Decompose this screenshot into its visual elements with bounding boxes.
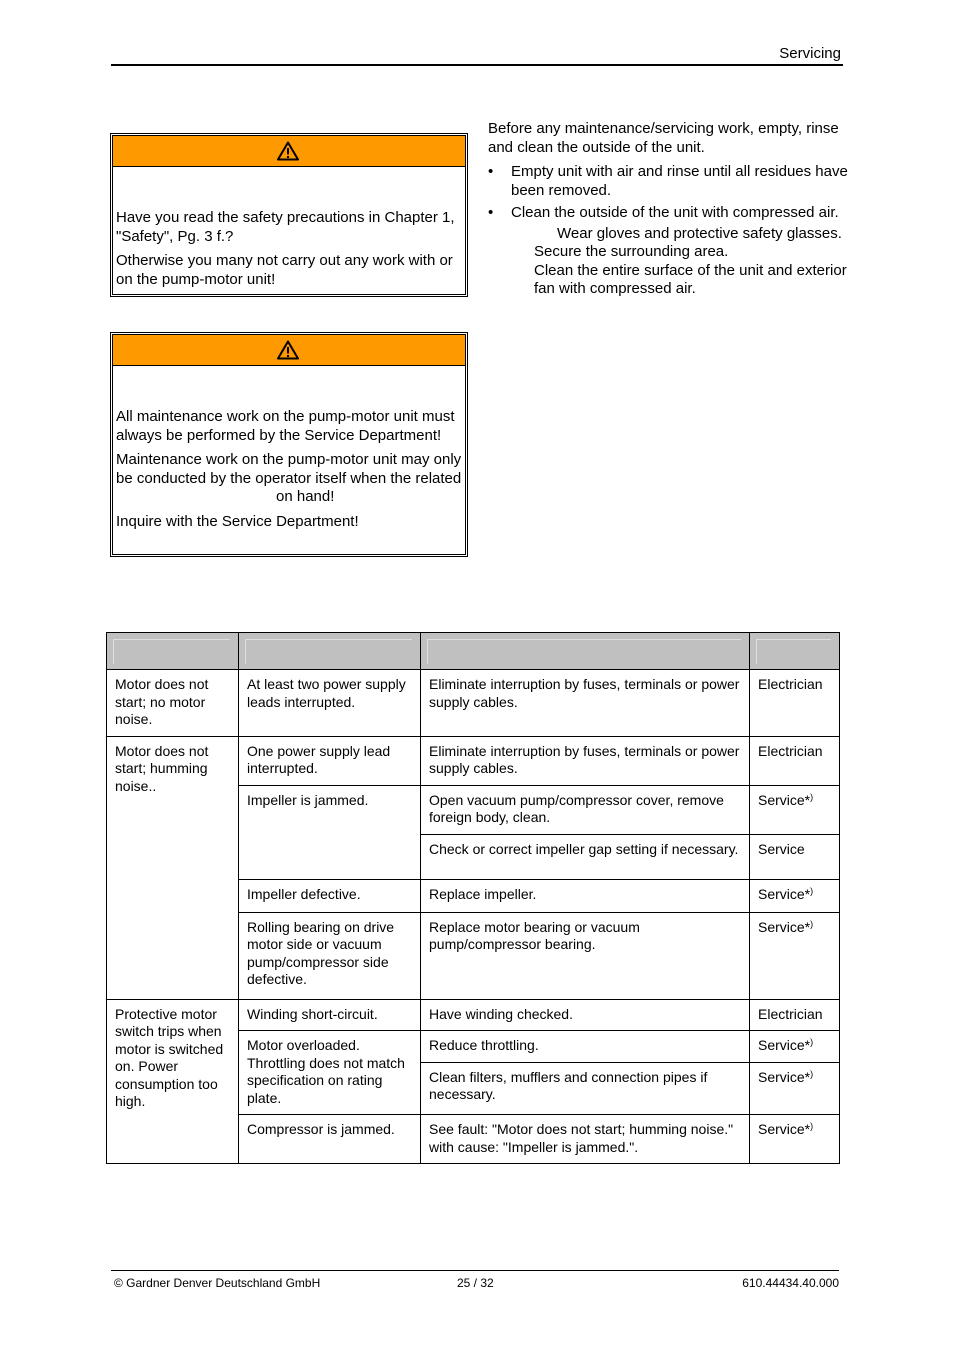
responsible-cell: Service*) (750, 1031, 840, 1063)
cleaning-intro: Before any maintenance/servicing work, empty, rinse and clean the outside of the unit. (488, 120, 839, 156)
cause-cell: At least two power supply leads interrupted. (239, 670, 421, 737)
header-rule (111, 64, 843, 66)
footer-rule (111, 1270, 839, 1271)
remedy-cell: Eliminate interruption by fuses, terminals or power supply cables. (421, 736, 750, 785)
footnote-mark: ) (810, 1068, 814, 1079)
warning-text: Have you read the safety precautions in Chapter 1, "Safety", Pg. 3 f.? (116, 209, 455, 245)
responsible-cell: Service*) (750, 785, 840, 834)
cleaning-instructions (488, 120, 848, 303)
header-cell-cause (239, 633, 421, 670)
cause-cell: Rolling bearing on drive motor side or vacuum pump/compressor side defective. (239, 912, 421, 999)
remedy-cell: Check or correct impeller gap setting if necessary. (421, 834, 750, 879)
footer-copyright: © Gardner Denver Deutschland GmbH (114, 1276, 321, 1290)
header-cell-remedy (421, 633, 750, 670)
responsible-cell: Service*) (750, 912, 840, 999)
footnote-mark: ) (810, 918, 814, 929)
warning-text-part: on hand! (276, 488, 335, 505)
cause-cell: Impeller defective. (239, 879, 421, 912)
cleaning-step: Wear gloves and protective safety glasses. (557, 224, 842, 242)
footnote-mark: ) (810, 1037, 814, 1047)
fault-cell: Motor does not start; humming noise.. (107, 736, 239, 999)
remedy-cell: Open vacuum pump/compressor cover, remove foreign body, clean. (421, 785, 750, 834)
warning-box-maintenance (110, 332, 468, 557)
fault-cell: Protective motor switch trips when motor is switched on. Power consumption too high. (107, 999, 239, 1164)
footer-doc-number: 610.44434.40.000 (742, 1276, 839, 1290)
section-title: Servicing (779, 45, 841, 62)
list-item: • Clean the outside of the unit with compressed air. Wear gloves and protective safety glasses. Secure the surrounding area. Clean the entire surface of the unit and exterior fan with compressed air. (488, 204, 847, 297)
footnote-mark: ) (810, 1121, 814, 1131)
warning-bar (113, 335, 465, 366)
cleaning-step: Clean the entire surface of the unit and exterior fan with compressed air. (534, 261, 847, 297)
responsible-cell: Electrician (750, 670, 840, 737)
list-item: • Empty unit with air and rinse until all residues have been removed. (488, 163, 848, 199)
remedy-cell: Clean filters, mufflers and connection pipes if necessary. (421, 1062, 750, 1114)
table-row (107, 670, 840, 737)
responsible-cell: Service*) (750, 1062, 840, 1114)
warning-text: All maintenance work on the pump-motor unit must always be performed by the Service Department! (116, 408, 455, 444)
cause-cell: Motor overloaded. Throttling does not match specification on rating plate. (239, 1031, 421, 1115)
cause-cell: Compressor is jammed. (239, 1115, 421, 1164)
cause-cell: Impeller is jammed. (239, 785, 421, 879)
warning-triangle-icon (277, 340, 299, 360)
bullet-icon: • (488, 204, 494, 221)
header-cell-responsible (750, 633, 840, 670)
cleaning-bullet-list (488, 163, 848, 299)
cause-cell: Winding short-circuit. (239, 999, 421, 1031)
warning-box-safety (110, 133, 468, 297)
footnote-mark: ) (810, 791, 814, 802)
remedy-cell: Replace impeller. (421, 879, 750, 912)
troubleshooting-table (106, 632, 840, 1164)
warning-triangle-icon (277, 141, 299, 161)
bullet-icon: • (488, 163, 494, 180)
footer-page-number: 25 / 32 (457, 1276, 494, 1290)
table-row (107, 736, 840, 785)
header-cell-fault (107, 633, 239, 670)
responsible-cell: Service (750, 834, 840, 879)
warning-text-part: Maintenance work on the pump-motor unit may only be conducted by the operator itself when the related (116, 451, 462, 487)
responsible-cell: Electrician (750, 736, 840, 785)
remedy-cell: Eliminate interruption by fuses, terminals or power supply cables. (421, 670, 750, 737)
responsible-cell: Service*) (750, 1115, 840, 1164)
footnote-mark: ) (810, 885, 814, 896)
remedy-cell: Reduce throttling. (421, 1031, 750, 1063)
remedy-cell: Have winding checked. (421, 999, 750, 1031)
remedy-cell: Replace motor bearing or vacuum pump/compressor bearing. (421, 912, 750, 999)
warning-text: Otherwise you many not carry out any work with or on the pump-motor unit! (116, 252, 453, 288)
cleaning-step: Secure the surrounding area. (534, 243, 729, 260)
responsible-cell: Service*) (750, 879, 840, 912)
responsible-cell: Electrician (750, 999, 840, 1031)
warning-bar (113, 136, 465, 167)
warning-text (116, 451, 462, 507)
warning-text: Inquire with the Service Department! (116, 512, 359, 530)
table-row (107, 999, 840, 1031)
cause-cell: One power supply lead interrupted. (239, 736, 421, 785)
table-header-row (107, 633, 840, 670)
remedy-cell: See fault: "Motor does not start; humming noise." with cause: "Impeller is jammed.". (421, 1115, 750, 1164)
fault-cell: Motor does not start; no motor noise. (107, 670, 239, 737)
